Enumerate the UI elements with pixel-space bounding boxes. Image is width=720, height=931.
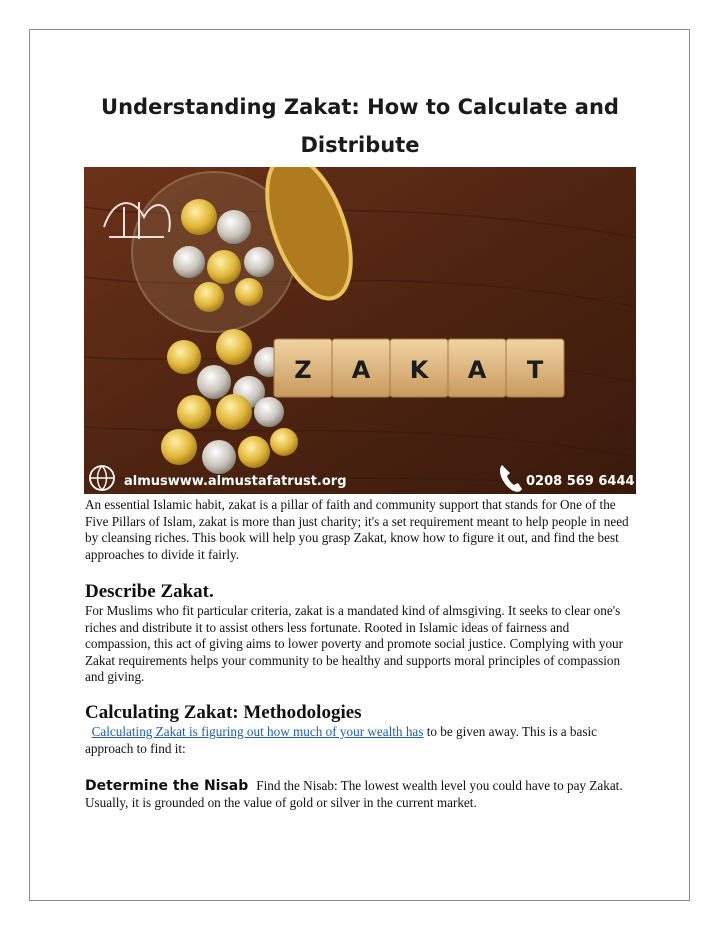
zakat-tiles: [274, 339, 564, 397]
page-title: [60, 88, 660, 164]
nisab-paragraph: [85, 778, 637, 811]
nisab-heading: Determine the Nisab: [85, 778, 249, 794]
tile-letter: K: [409, 356, 429, 384]
section-heading-calculating: Calculating Zakat: Methodologies: [85, 702, 362, 723]
tile-letter: Z: [294, 356, 312, 384]
tile-letter: A: [467, 356, 487, 384]
tile-letter: A: [351, 356, 371, 384]
intro-paragraph: An essential Islamic habit, zakat is a pillar of faith and community support that stands for One of the Five Pillars of Islam, zakat is more than just charity; it's a set requirement meant to help people in need by cleansing riches. This book will help you grasp Zakat, know how to figure it out, and find the best approaches to divide it fairly.: [85, 497, 629, 562]
section-heading-describe: Describe Zakat.: [85, 581, 214, 602]
title-line-1: Understanding Zakat: How to Calculate and: [101, 95, 619, 119]
calculating-rest: to be given away. This is a basic approach to find it:: [85, 724, 597, 756]
calculating-paragraph: [85, 724, 637, 757]
describe-paragraph: For Muslims who fit particular criteria, zakat is a mandated kind of almsgiving. It seeks to clear one's riches and distribute it to assist others less fortunate. Rooted in Islamic ideas of fairness and compassion, this act of giving aims to lower poverty and promote social justice. Complying with your Zakat requirements helps your community to be healthy and supports moral principles of compassion and giving.: [85, 603, 624, 684]
website-text: almuswww.almustafatrust.org: [124, 474, 347, 489]
nisab-body: Find the Nisab: The lowest wealth level you could have to pay Zakat. Usually, it is grounded on the value of gold or silver in the current market.: [85, 778, 623, 810]
tile-letter: T: [526, 356, 544, 384]
hero-image: [84, 167, 636, 494]
calculating-zakat-link[interactable]: Calculating Zakat is figuring out how much of your wealth has: [91, 724, 424, 739]
title-line-2: Distribute: [300, 133, 420, 157]
phone-text: 0208 569 6444: [526, 474, 635, 489]
